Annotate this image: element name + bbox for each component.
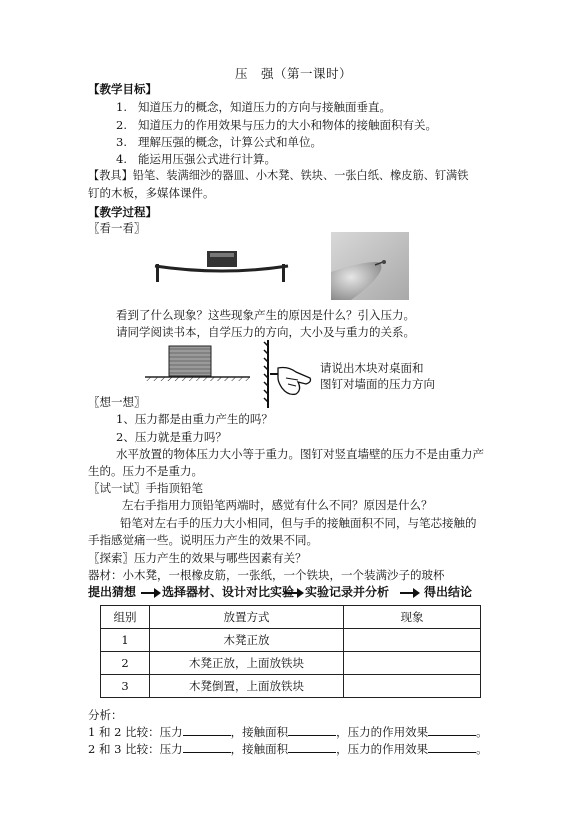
- try-answer: 铅笔对左右手的压力大小相同，但与手的接触面积不同，与笔芯接触的: [120, 516, 477, 530]
- analysis-line: [88, 742, 488, 756]
- think-heading: 〖想一想〗: [88, 395, 146, 409]
- answer-blank[interactable]: [428, 725, 476, 736]
- flow-step: 实验记录并分析: [305, 585, 390, 599]
- hand-pin-wall-figure: [258, 338, 318, 410]
- goal-text: 理解压强的概念，计算公式和单位。: [138, 135, 322, 149]
- goal-text: 知道压力的作用效果与压力的大小和物体的接触面积有关。: [138, 118, 437, 132]
- goal-num: 2.: [116, 118, 127, 132]
- analysis-text: ，接触面积: [230, 725, 289, 739]
- diagram-note: 图钉对墙面的压力方向: [320, 377, 435, 391]
- explore-heading: 〖探索〗压力产生的效果与哪些因素有关？: [88, 551, 307, 565]
- table-header-row: [101, 606, 481, 629]
- page-title: 压 强（第一课时）: [235, 66, 353, 81]
- table-cell: 2: [101, 652, 150, 675]
- table-header-cell: 放置方式: [150, 606, 344, 629]
- goal-num: 4.: [116, 152, 127, 166]
- goals-heading: 【教学目标】: [88, 82, 157, 96]
- table-cell: [344, 629, 481, 652]
- analysis-text: ，压力的作用效果: [336, 742, 429, 756]
- table-cell: 3: [101, 675, 150, 698]
- table-cell: 木凳正放，上面放铁块: [150, 652, 344, 675]
- look-question: 看到了什么现象？这些现象产生的原因是什么？引入压力。: [116, 308, 415, 322]
- analysis-line: [88, 725, 488, 739]
- bent-board-figure: [150, 248, 290, 288]
- analysis-text: ，接触面积: [230, 742, 289, 756]
- arrow-right-icon: [399, 587, 421, 599]
- answer-blank[interactable]: [288, 742, 336, 753]
- table-cell: 1: [101, 629, 150, 652]
- analysis-text: 2 和 3 比较：压力: [88, 742, 183, 756]
- flow-step: 提出猜想: [88, 585, 137, 599]
- table-header-cell: 现象: [344, 606, 481, 629]
- table-cell: [344, 652, 481, 675]
- analysis-text: 。: [476, 742, 488, 756]
- think-answer: 水平放置的物体压力大小等于重力。图钉对竖直墙壁的压力不是由重力产: [116, 447, 484, 461]
- arrow-right-icon: [283, 587, 305, 599]
- tools-line: 【教具】铅笔、装满细沙的器皿、小木凳、铁块、一张白纸、橡皮筋、钉满铁: [88, 169, 469, 182]
- try-heading: 〖试一试〗手指顶铅笔: [88, 481, 203, 495]
- try-answer: 手指感觉痛一些。说明压力产生的效果不同。: [88, 533, 318, 547]
- goal-text: 能运用压强公式进行计算。: [138, 152, 276, 166]
- analysis-text: 。: [476, 725, 488, 739]
- experiment-table: [100, 605, 481, 698]
- goal-num: 3.: [116, 135, 127, 149]
- table-header-cell: 组别: [101, 606, 150, 629]
- look-heading: 〖看一看〗: [88, 221, 146, 235]
- answer-blank[interactable]: [183, 742, 231, 753]
- analysis-heading: 分析：: [88, 708, 123, 722]
- answer-blank[interactable]: [288, 725, 336, 736]
- arrow-right-icon: [140, 587, 162, 599]
- think-answer: 生的。压力不是重力。: [88, 464, 203, 478]
- table-row: [101, 675, 481, 698]
- goal-text: 知道压力的概念，知道压力的方向与接触面垂直。: [138, 100, 391, 114]
- flow-step: 得出结论: [424, 585, 473, 599]
- table-cell: [344, 675, 481, 698]
- table-row: [101, 652, 481, 675]
- analysis-text: ，压力的作用效果: [336, 725, 429, 739]
- finger-pin-photo: [331, 232, 409, 300]
- table-cell: 木凳倒置，上面放铁块: [150, 675, 344, 698]
- think-question: 1、压力都是由重力产生的吗？: [116, 412, 273, 426]
- goal-num: 1.: [116, 100, 127, 114]
- answer-blank[interactable]: [183, 725, 231, 736]
- process-heading: 【教学过程】: [88, 205, 157, 219]
- tools-line: 钉的木板，多媒体课件。: [88, 186, 215, 200]
- equipment-line: 器材：小木凳，一根橡皮筋，一张纸，一个铁块，一个装满沙子的玻杯: [88, 568, 445, 582]
- block-on-table-figure: [142, 343, 252, 381]
- try-question: 左右手指用力顶铅笔两端时，感觉有什么不同？原因是什么？: [122, 498, 433, 512]
- look-read: 请同学阅读书本，自学压力的方向，大小及与重力的关系。: [116, 325, 415, 339]
- analysis-text: 1 和 2 比较：压力: [88, 725, 183, 739]
- table-cell: 木凳正放: [150, 629, 344, 652]
- diagram-note: 请说出木块对桌面和: [320, 361, 424, 375]
- answer-blank[interactable]: [428, 742, 476, 753]
- flow-step: 选择器材、设计对比实验: [162, 585, 295, 599]
- table-row: [101, 629, 481, 652]
- think-question: 2、压力就是重力吗？: [116, 430, 227, 444]
